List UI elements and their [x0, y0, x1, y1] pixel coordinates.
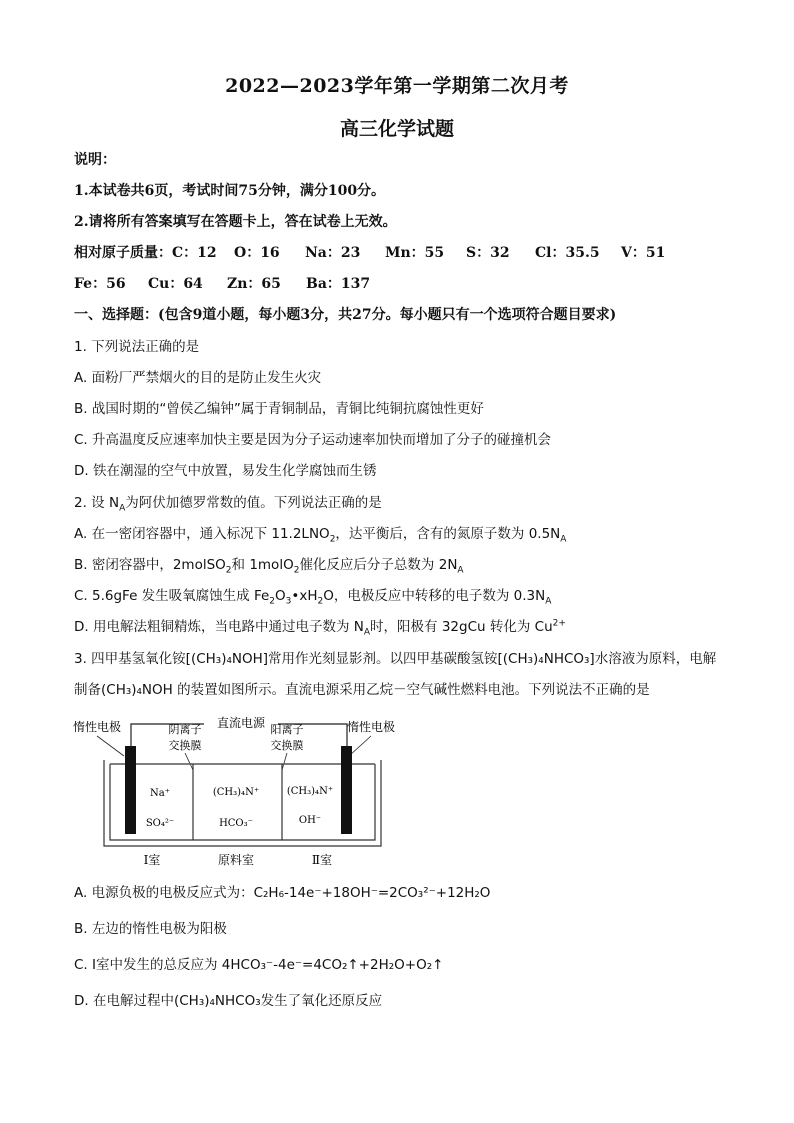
q1-option-d: D. 铁在潮湿的空气中放置，易发生化学腐蚀而生锈 — [74, 463, 377, 479]
chamber-1-ion-b: SO₄²⁻ — [145, 818, 175, 829]
atomic-mass-item: C：12 — [172, 245, 217, 261]
q2-option-a: A. 在一密闭容器中，通入标况下 $11.2LNO_2$，达平衡后，含有的氮原子数为 $0.5N_A$ — [74, 526, 567, 545]
q3-stem-line-2: 制备(CH₃)₄NOH 的装置如图所示。直流电源采用乙烷－空气碱性燃料电池。下列说法不正确的是 — [74, 682, 650, 698]
room-1-label: Ⅰ室 — [143, 853, 161, 867]
q2-option-d: D. 用电解法粗铜精炼，当电路中通过电子数为 $N_A$时，阳极有 32gCu 转化为 $Cu^{2+}$ — [74, 618, 566, 638]
atomic-mass-item: Cu：64 — [148, 276, 203, 292]
chamber-3-ion-a: (CH₃)₄N⁺ — [286, 786, 334, 797]
instructions-heading: 说明： — [74, 152, 116, 168]
atomic-mass-item: V：51 — [621, 245, 666, 261]
atomic-mass-item: S：32 — [466, 245, 510, 261]
q3-stem-line-1: 3. 四甲基氢氧化铵[(CH₃)₄NOH]常用作光刻显影剂。以四甲基碳酸氢铵[(CH₃)₄NHCO₃]水溶液为原料，电解 — [74, 651, 717, 667]
atomic-mass-item: Zn：65 — [227, 276, 281, 292]
right-electrode — [341, 746, 352, 834]
q2-option-c: C. 5.6gFe 发生吸氧腐蚀生成 $Fe_2O_3•xH_2O$，电极反应中转移的电子数为 $0.3N_A$ — [74, 588, 552, 607]
q3-option-c: C. Ⅰ室中发生的总反应为 4HCO₃⁻-4e⁻=4CO₂↑+2H₂O+O₂↑ — [74, 957, 444, 973]
atomic-mass-item: Ba：137 — [306, 276, 371, 292]
electrolysis-diagram — [66, 712, 406, 872]
cation-membrane-label-1: 阳离子 — [270, 723, 304, 736]
chamber-2-ion-b: HCO₃⁻ — [219, 818, 253, 829]
atomic-mass-item: Cl：35.5 — [535, 245, 600, 261]
power-source-label: 直流电源 — [216, 716, 266, 730]
chamber-2-ion-a: (CH₃)₄N⁺ — [212, 787, 260, 798]
room-2-label: Ⅱ室 — [311, 853, 333, 867]
atomic-masses-row-2 — [74, 275, 370, 293]
cation-membrane-label-2: 交换膜 — [270, 739, 304, 752]
chamber-1-ion-a: Na⁺ — [150, 788, 170, 799]
exam-title: 2022—2023学年第一学期第二次月考 — [225, 75, 569, 97]
atomic-mass-item: O：16 — [234, 245, 280, 261]
q3-option-b: B. 左边的惰性电极为阳极 — [74, 921, 227, 937]
right-electrode-label: 惰性电极 — [346, 720, 396, 734]
q1-option-a: A. 面粉厂严禁烟火的目的是防止发生火灾 — [74, 370, 322, 386]
anion-membrane-label-2: 交换膜 — [168, 739, 202, 752]
q3-option-d: D. 在电解过程中(CH₃)₄NHCO₃发生了氧化还原反应 — [74, 993, 383, 1009]
instruction-line-2: 2.请将所有答案填写在答题卡上，答在试卷上无效。 — [74, 214, 397, 230]
q1-stem: 1. 下列说法正确的是 — [74, 339, 200, 355]
instruction-line-1: 1.本试卷共6页，考试时间75分钟，满分100分。 — [74, 183, 386, 199]
chamber-3-ion-b: OH⁻ — [298, 815, 322, 826]
atomic-mass-item: Mn：55 — [385, 245, 445, 261]
atomic-masses-label: 相对原子质量： — [74, 245, 172, 261]
q1-option-c: C. 升高温度反应速率加快主要是因为分子运动速率加快而增加了分子的碰撞机会 — [74, 432, 552, 448]
atomic-mass-item: Na：23 — [305, 245, 361, 261]
anion-membrane-label-1: 阴离子 — [168, 723, 202, 736]
q3-option-a: A. 电源负极的电极反应式为：C₂H₆-14e⁻+18OH⁻=2CO₃²⁻+12H₂O — [74, 885, 491, 901]
left-electrode-label: 惰性电极 — [72, 720, 122, 734]
atomic-mass-item: Fe：56 — [74, 276, 126, 292]
section-1-heading: 一、选择题：(包含9道小题，每小题3分，共27分。每小题只有一个选项符合题目要求) — [74, 307, 617, 323]
q2-option-b: B. 密闭容器中，2molSO$_2$和 1molO$_2$催化反应后分子总数为 $2N_A$ — [74, 557, 464, 576]
q2-stem: 2. 设 $N_A$为阿伏加德罗常数的值。下列说法正确的是 — [74, 495, 382, 514]
q1-option-b: B. 战国时期的“曾侯乙编钟”属于青铜制品，青铜比纯铜抗腐蚀性更好 — [74, 401, 484, 417]
exam-subtitle: 高三化学试题 — [339, 118, 454, 140]
feed-room-label: 原料室 — [217, 853, 255, 867]
atomic-masses-row-1 — [74, 244, 665, 262]
left-electrode — [125, 746, 136, 834]
